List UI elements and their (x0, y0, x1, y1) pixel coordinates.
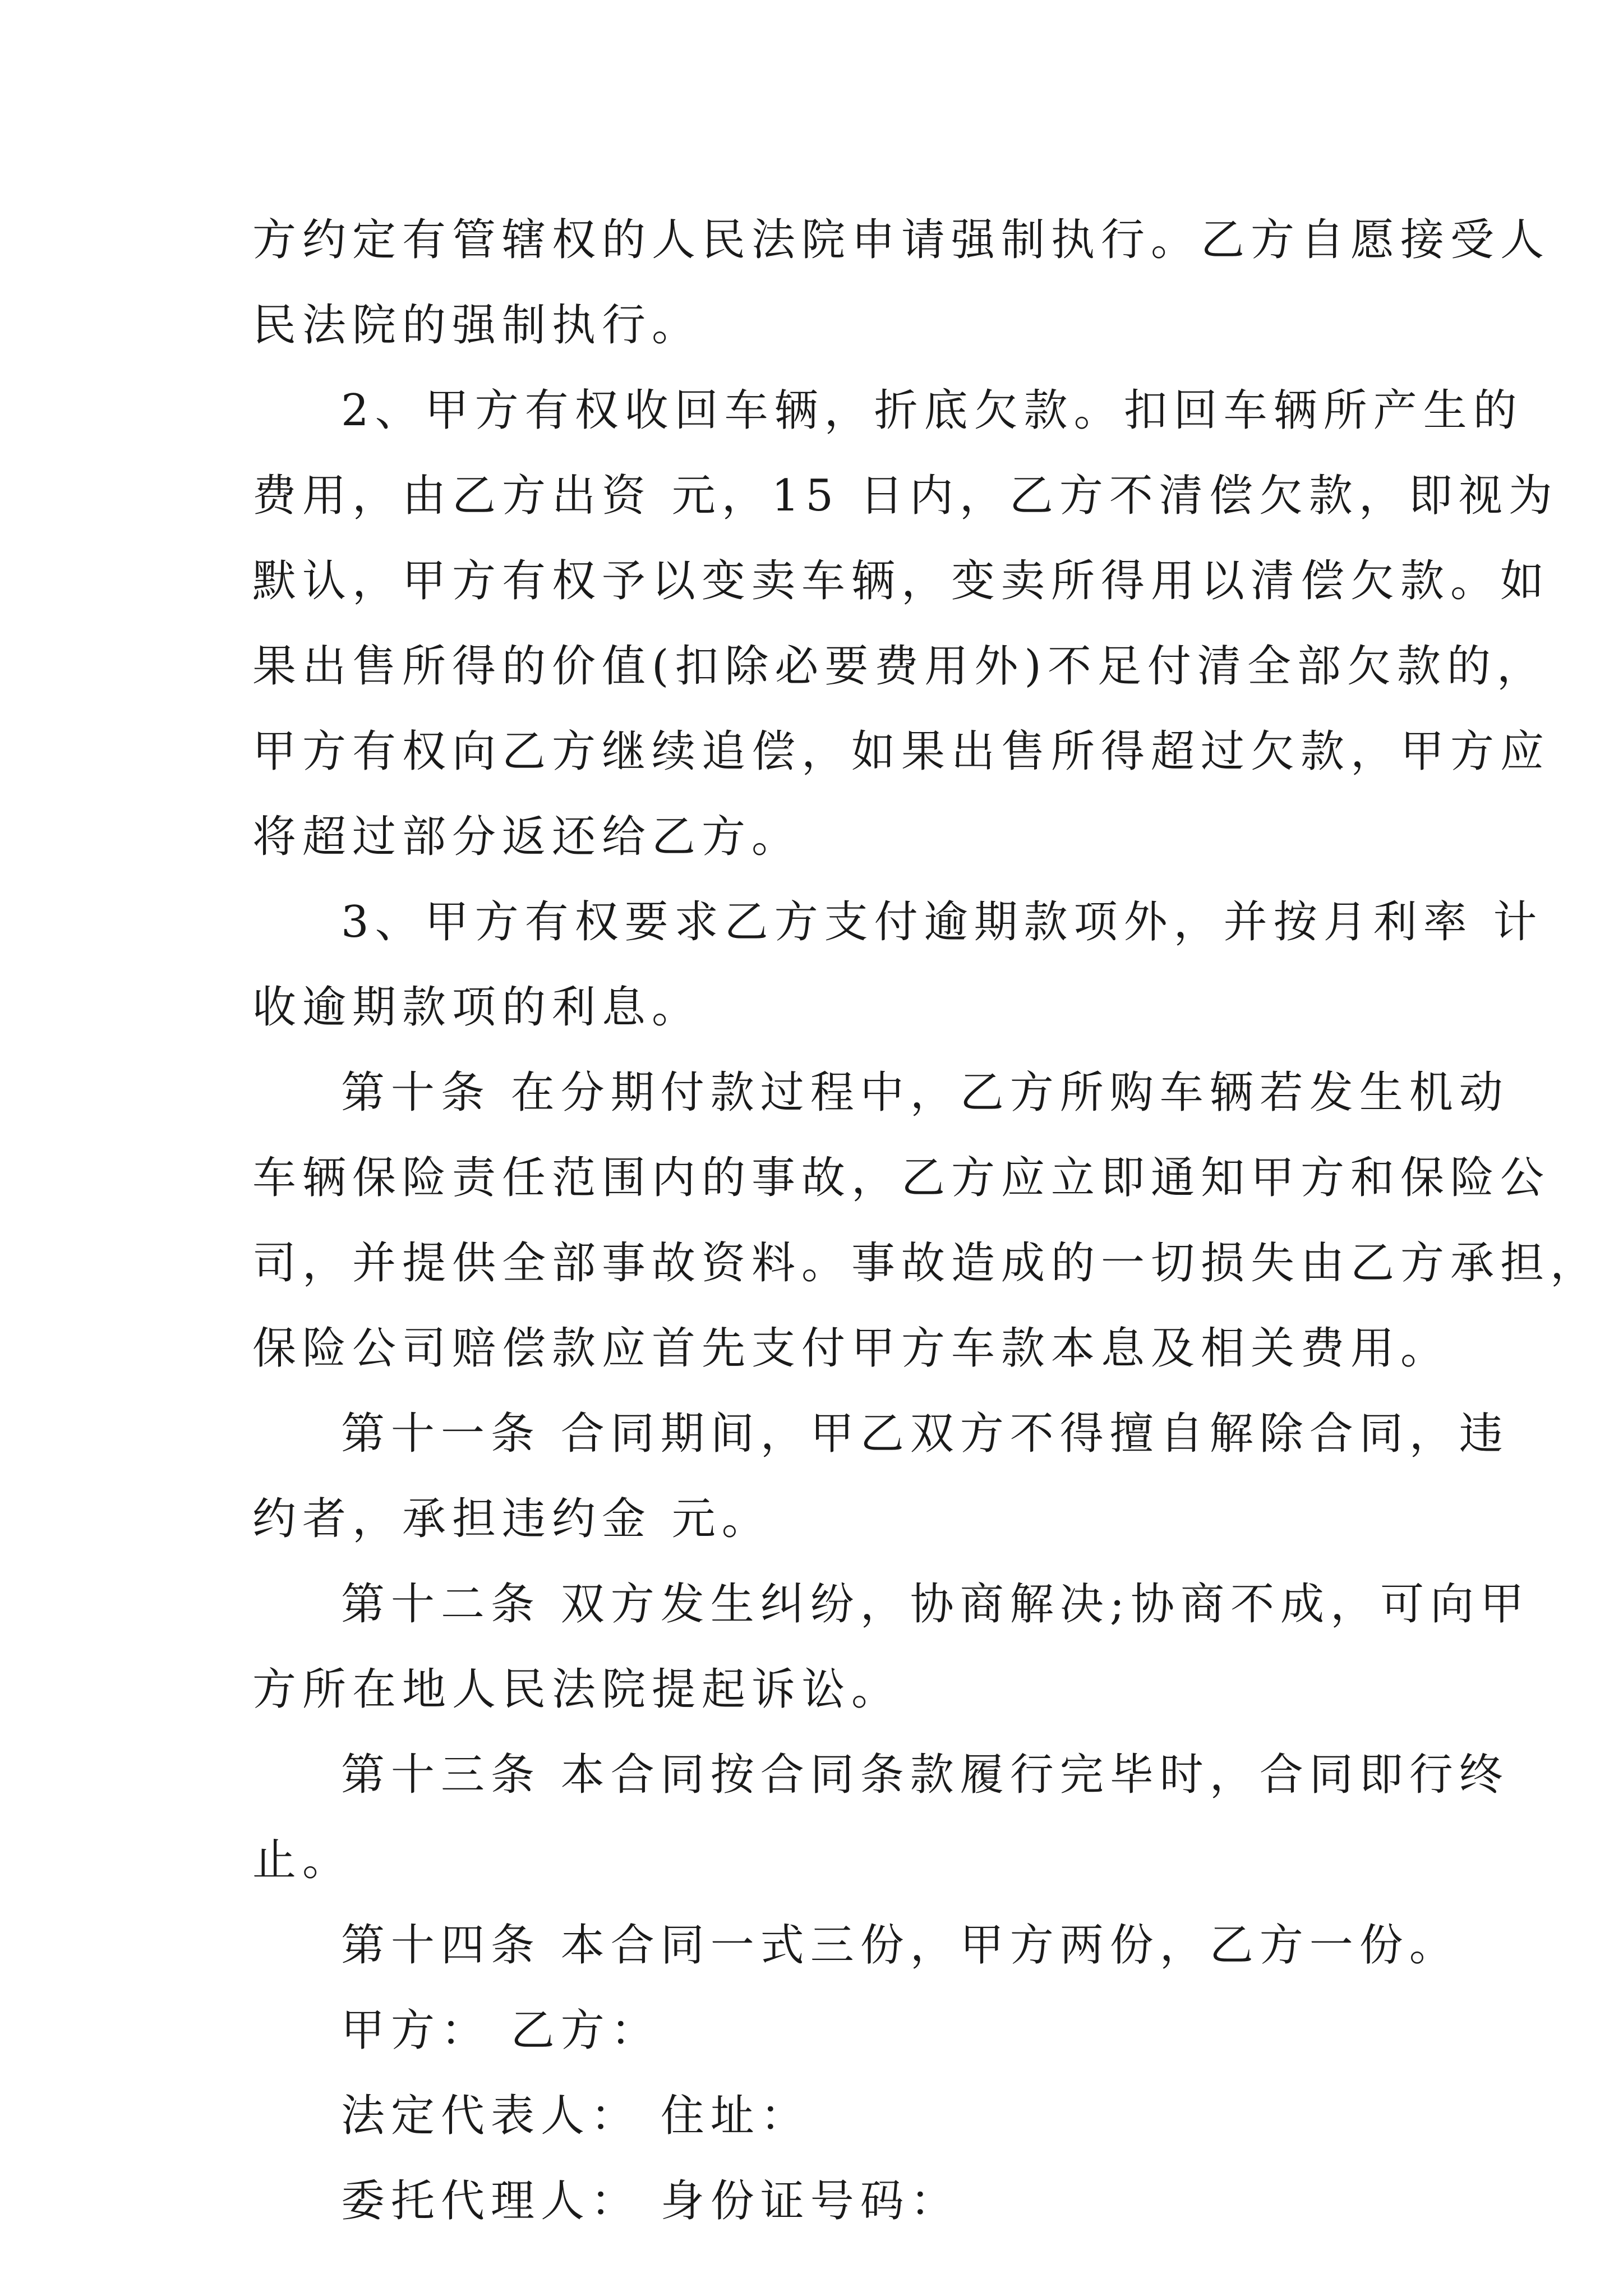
text-line: 默认，甲方有权予以变卖车辆，变卖所得用以清偿欠款。如 (252, 556, 1551, 606)
text-line: 司，并提供全部事故资料。事故造成的一切损失由乙方承担， (252, 1238, 1601, 1289)
signature-agent-line: 委托代理人： 身份证号码： (341, 2176, 960, 2226)
signature-representative-line: 法定代表人： 住址： (341, 2091, 810, 2141)
text-line: 收逾期款项的利息。 (252, 982, 702, 1033)
contract-body-text (252, 197, 1601, 2244)
text-line: 果出售所得的价值(扣除必要费用外)不足付清全部欠款的， (252, 641, 1547, 692)
signature-party-line: 甲方： 乙方： (341, 2005, 661, 2056)
article-13-heading-line: 第十三条 本合同按合同条款履行完毕时，合同即行终 (341, 1750, 1509, 1800)
text-line: 2、甲方有权收回车辆，折底欠款。扣回车辆所产生的 (341, 385, 1523, 436)
text-line: 3、甲方有权要求乙方支付逾期款项外，并按月利率 计 (341, 897, 1543, 947)
text-line: 民法院的强制执行。 (252, 300, 702, 351)
text-line: 方所在地人民法院提起诉讼。 (252, 1664, 902, 1715)
text-line: 甲方有权向乙方继续追偿，如果出售所得超过欠款，甲方应 (252, 726, 1551, 777)
article-12-heading-line: 第十二条 双方发生纠纷，协商解决;协商不成，可向甲 (341, 1579, 1530, 1630)
text-line: 方约定有管辖权的人民法院申请强制执行。乙方自愿接受人 (252, 215, 1551, 265)
text-line: 保险公司赔偿款应首先支付甲方车款本息及相关费用。 (252, 1323, 1451, 1374)
text-line: 止。 (252, 1835, 353, 1885)
article-11-heading-line: 第十一条 合同期间，甲乙双方不得擅自解除合同，违 (341, 1409, 1509, 1459)
text-line: 将超过部分返还给乙方。 (252, 812, 802, 862)
text-line: 车辆保险责任范围内的事故，乙方应立即通知甲方和保险公 (252, 1153, 1551, 1203)
article-14-heading-line: 第十四条 本合同一式三份，甲方两份，乙方一份。 (341, 1920, 1459, 1971)
text-line: 费用，由乙方出资 元，15 日内，乙方不清偿欠款，即视为 (252, 471, 1559, 521)
article-10-heading-line: 第十条 在分期付款过程中，乙方所购车辆若发生机动 (341, 1068, 1509, 1118)
text-line: 约者，承担违约金 元。 (252, 1494, 772, 1544)
